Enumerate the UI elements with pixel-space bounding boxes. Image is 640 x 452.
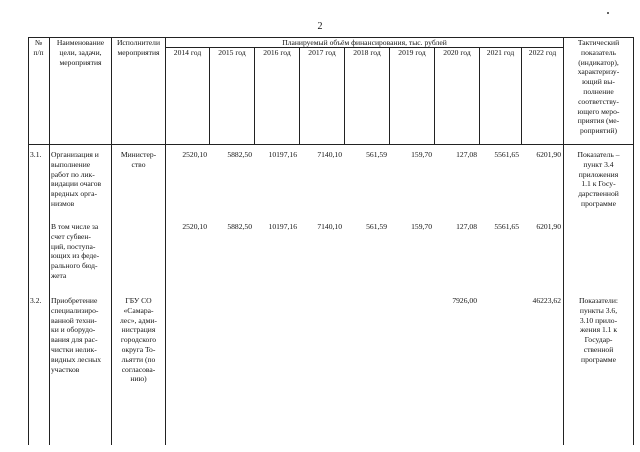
header-bottom-border <box>28 144 633 145</box>
year-divider <box>299 47 300 144</box>
row-name: Организация и выполнение работ по лик- видации очагов вредных орга- низмов <box>51 150 102 208</box>
header-year: 2018 год <box>353 48 381 57</box>
header-year: 2016 год <box>263 48 291 57</box>
year-divider <box>344 47 345 144</box>
row-indicator: Показатели: пункты 3.6, 3.10 прило- жения 1.1 к Государ- ственной программе <box>578 296 619 364</box>
row-value: 5882,50 <box>227 150 252 159</box>
row-value: 10197,16 <box>268 150 297 159</box>
row-value: 5561,65 <box>494 222 519 231</box>
row-executor: ГБУ СО «Самара- лес», адми- нистрация городского округа То- льятти (по согласова- нию) <box>120 296 157 384</box>
year-divider <box>389 47 390 144</box>
row-value: 46223,62 <box>532 296 561 305</box>
row-number: 3.1. <box>30 150 42 159</box>
col-divider <box>633 37 634 445</box>
scan-speck <box>607 12 609 14</box>
row-value: 561,59 <box>366 150 387 159</box>
header-num: № п/п <box>33 38 44 57</box>
row-value: 159,70 <box>411 222 432 231</box>
page-number: 2 <box>317 21 323 32</box>
header-year: 2022 год <box>528 48 557 57</box>
header-year: 2021 год <box>486 48 515 57</box>
row-indicator: Показатель – пункт 3.4 приложения 1.1 к Госу- дарственной программе <box>577 150 620 208</box>
row-value: 127,08 <box>456 222 477 231</box>
row-executor: Министер- ство <box>120 150 157 169</box>
header-year: 2017 год <box>308 48 336 57</box>
header-name: Наименование цели, задачи, мероприятия <box>56 38 105 67</box>
row-value: 5882,50 <box>227 222 252 231</box>
row-value: 7926,00 <box>452 296 477 305</box>
year-divider <box>479 47 480 144</box>
header-year: 2015 год <box>218 48 246 57</box>
col-divider <box>165 37 166 445</box>
year-divider <box>254 47 255 144</box>
header-executors: Исполнители мероприятия <box>116 38 161 57</box>
year-divider <box>434 47 435 144</box>
row-name: В том числе за счет субвен- ций, поступа- ющих из феде- рального бюд- жета <box>51 222 100 280</box>
row-value: 7140,10 <box>317 150 342 159</box>
row-name: Приобретение специализиро- ванной техни- ки и оборудо- вания для рас- чистки нелик- видных лесных участков <box>51 296 102 374</box>
row-value: 2520,10 <box>182 150 207 159</box>
header-year: 2019 год <box>398 48 426 57</box>
col-divider <box>49 37 50 445</box>
row-value: 6201,90 <box>536 222 561 231</box>
row-value: 7140,10 <box>317 222 342 231</box>
row-value: 561,59 <box>366 222 387 231</box>
header-indicator: Тактический показатель (индикатор), характеризу- ющий вы- полнение соответству- ющего меро- приятия (ме- роприятий) <box>577 38 620 136</box>
row-value: 159,70 <box>411 150 432 159</box>
row-value: 5561,65 <box>494 150 519 159</box>
row-value: 10197,16 <box>268 222 297 231</box>
year-divider <box>521 47 522 144</box>
header-year: 2014 год <box>173 48 202 57</box>
row-value: 6201,90 <box>536 150 561 159</box>
header-planned-financing: Планируемый объём финансирования, тыс. рублей <box>282 38 447 47</box>
header-year: 2020 год <box>443 48 471 57</box>
row-number: 3.2. <box>30 296 42 305</box>
row-value: 127,08 <box>456 150 477 159</box>
row-value: 2520,10 <box>182 222 207 231</box>
year-divider <box>209 47 210 144</box>
